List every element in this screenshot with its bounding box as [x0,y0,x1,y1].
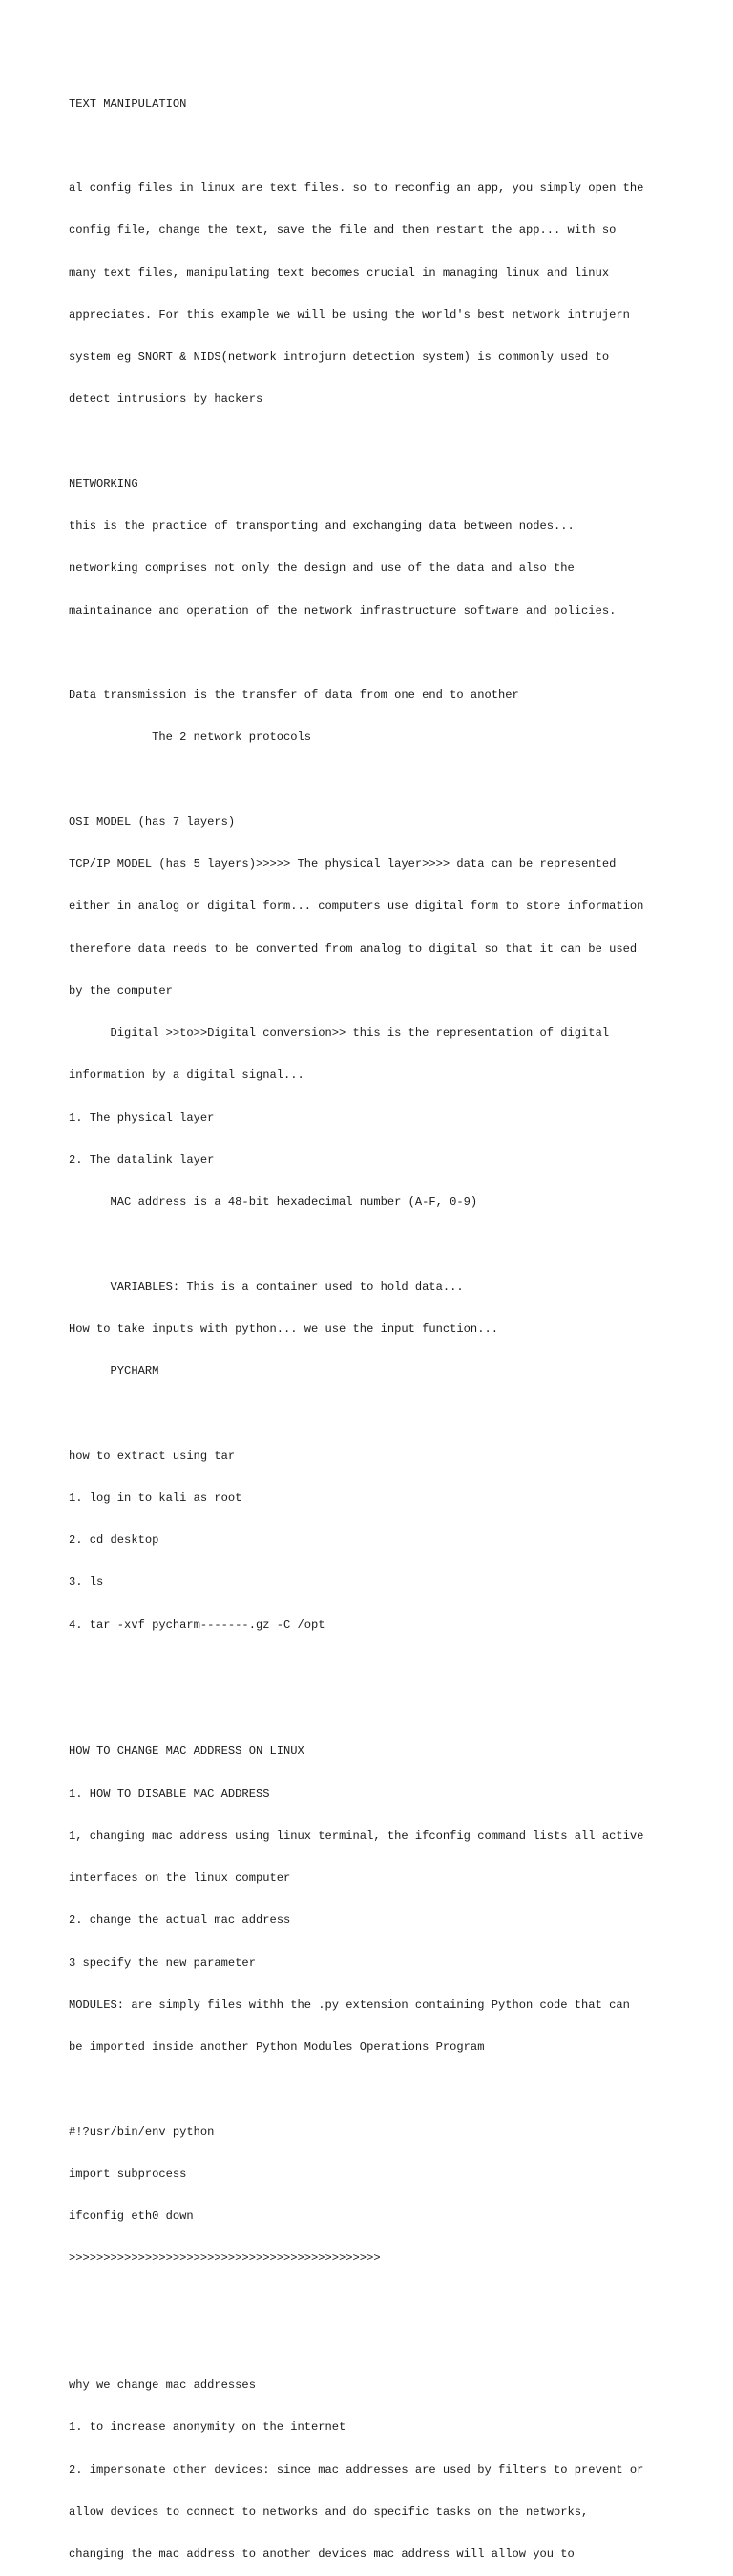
subheading-network-protocols: The 2 network protocols [69,730,312,745]
paragraph-line: Digital >>to>>Digital conversion>> this is the representation of digital [69,1026,610,1040]
paragraph-line: be imported inside another Python Modules Operations Program [69,2040,485,2054]
blank-line [69,2082,699,2097]
list-item: 2. The datalink layer [69,1152,215,1167]
list-item: 4. tar -xvf pycharm-------.gz -C /opt [69,1617,325,1632]
list-item: 2. impersonate other devices: since mac addresses are used by filters to prevent or [69,2462,644,2477]
blank-line [69,1660,699,1675]
paragraph-line: appreciates. For this example we will be using the world's best network intrujern [69,307,630,322]
document-body [69,69,699,2576]
paragraph-line: maintainance and operation of the network infrastructure software and policies. [69,603,617,618]
paragraph-line: al config files in linux are text files. so to reconfig an app, you simply open the [69,181,644,195]
paragraph-line: information by a digital signal... [69,1068,304,1083]
list-item: 1. log in to kali as root [69,1490,242,1505]
blank-line [69,1237,699,1252]
paragraph-line: VARIABLES: This is a container used to hold data... [69,1279,464,1294]
paragraph-line: Data transmission is the transfer of data from one end to another [69,688,519,702]
separator-line: >>>>>>>>>>>>>>>>>>>>>>>>>>>>>>>>>>>>>>>>>>>>> [69,2251,381,2266]
paragraph-line: changing the mac address to another devices mac address will allow you to [69,2547,575,2561]
paragraph-line: many text files, manipulating text becomes crucial in managing linux and linux [69,265,610,280]
blank-line [69,2294,699,2309]
paragraph-line: MODULES: are simply files withh the .py extension containing Python code that can [69,1997,630,2012]
paragraph-line: allow devices to connect to networks and do specific tasks on the networks, [69,2504,589,2519]
paragraph-line: why we change mac addresses [69,2378,256,2392]
paragraph-line: How to take inputs with python... we use the input function... [69,1321,498,1336]
code-line: import subprocess [69,2166,187,2181]
paragraph-line: therefore data needs to be converted from analog to digital so that it can be used [69,941,638,956]
blank-line [69,2336,699,2351]
blank-line [69,773,699,788]
code-line: #!?usr/bin/env python [69,2124,215,2139]
paragraph-line: detect intrusions by hackers [69,392,263,407]
blank-line [69,1406,699,1421]
paragraph-line: how to extract using tar [69,1448,236,1463]
paragraph-line: interfaces on the linux computer [69,1871,291,1885]
list-item: 2. change the actual mac address [69,1913,291,1928]
list-item: 1. to increase anonymity on the internet [69,2420,346,2435]
paragraph-line: by the computer [69,983,173,998]
section-heading-text-manipulation: TEXT MANIPULATION [69,96,187,111]
paragraph-line: system eg SNORT & NIDS(network introjurn detection system) is commonly used to [69,350,610,364]
paragraph-line: config file, change the text, save the file and then restart the app... with so [69,223,617,238]
list-item: 2. cd desktop [69,1533,159,1547]
section-heading-networking: NETWORKING [69,476,138,491]
code-line: ifconfig eth0 down [69,2209,194,2223]
paragraph-line: networking comprises not only the design and use of the data and also the [69,561,575,576]
blank-line [69,435,699,450]
list-item: 3 specify the new parameter [69,1955,256,1970]
section-heading-mac-address: HOW TO CHANGE MAC ADDRESS ON LINUX [69,1744,304,1759]
paragraph-line: PYCHARM [69,1364,159,1378]
list-item: 1. HOW TO DISABLE MAC ADDRESS [69,1786,270,1801]
paragraph-line: 1, changing mac address using linux terminal, the ifconfig command lists all active [69,1828,644,1843]
paragraph-line: either in analog or digital form... computers use digital form to store information [69,899,644,914]
blank-line [69,646,699,661]
blank-line [69,139,699,154]
paragraph-line: MAC address is a 48-bit hexadecimal number (A-F, 0-9) [69,1195,478,1209]
paragraph-line: TCP/IP MODEL (has 5 layers)>>>>> The physical layer>>>> data can be represented [69,857,617,871]
paragraph-line: OSI MODEL (has 7 layers) [69,814,236,829]
list-item: 1. The physical layer [69,1110,215,1125]
list-item: 3. ls [69,1575,104,1590]
paragraph-line: this is the practice of transporting and exchanging data between nodes... [69,519,575,533]
blank-line [69,1702,699,1717]
